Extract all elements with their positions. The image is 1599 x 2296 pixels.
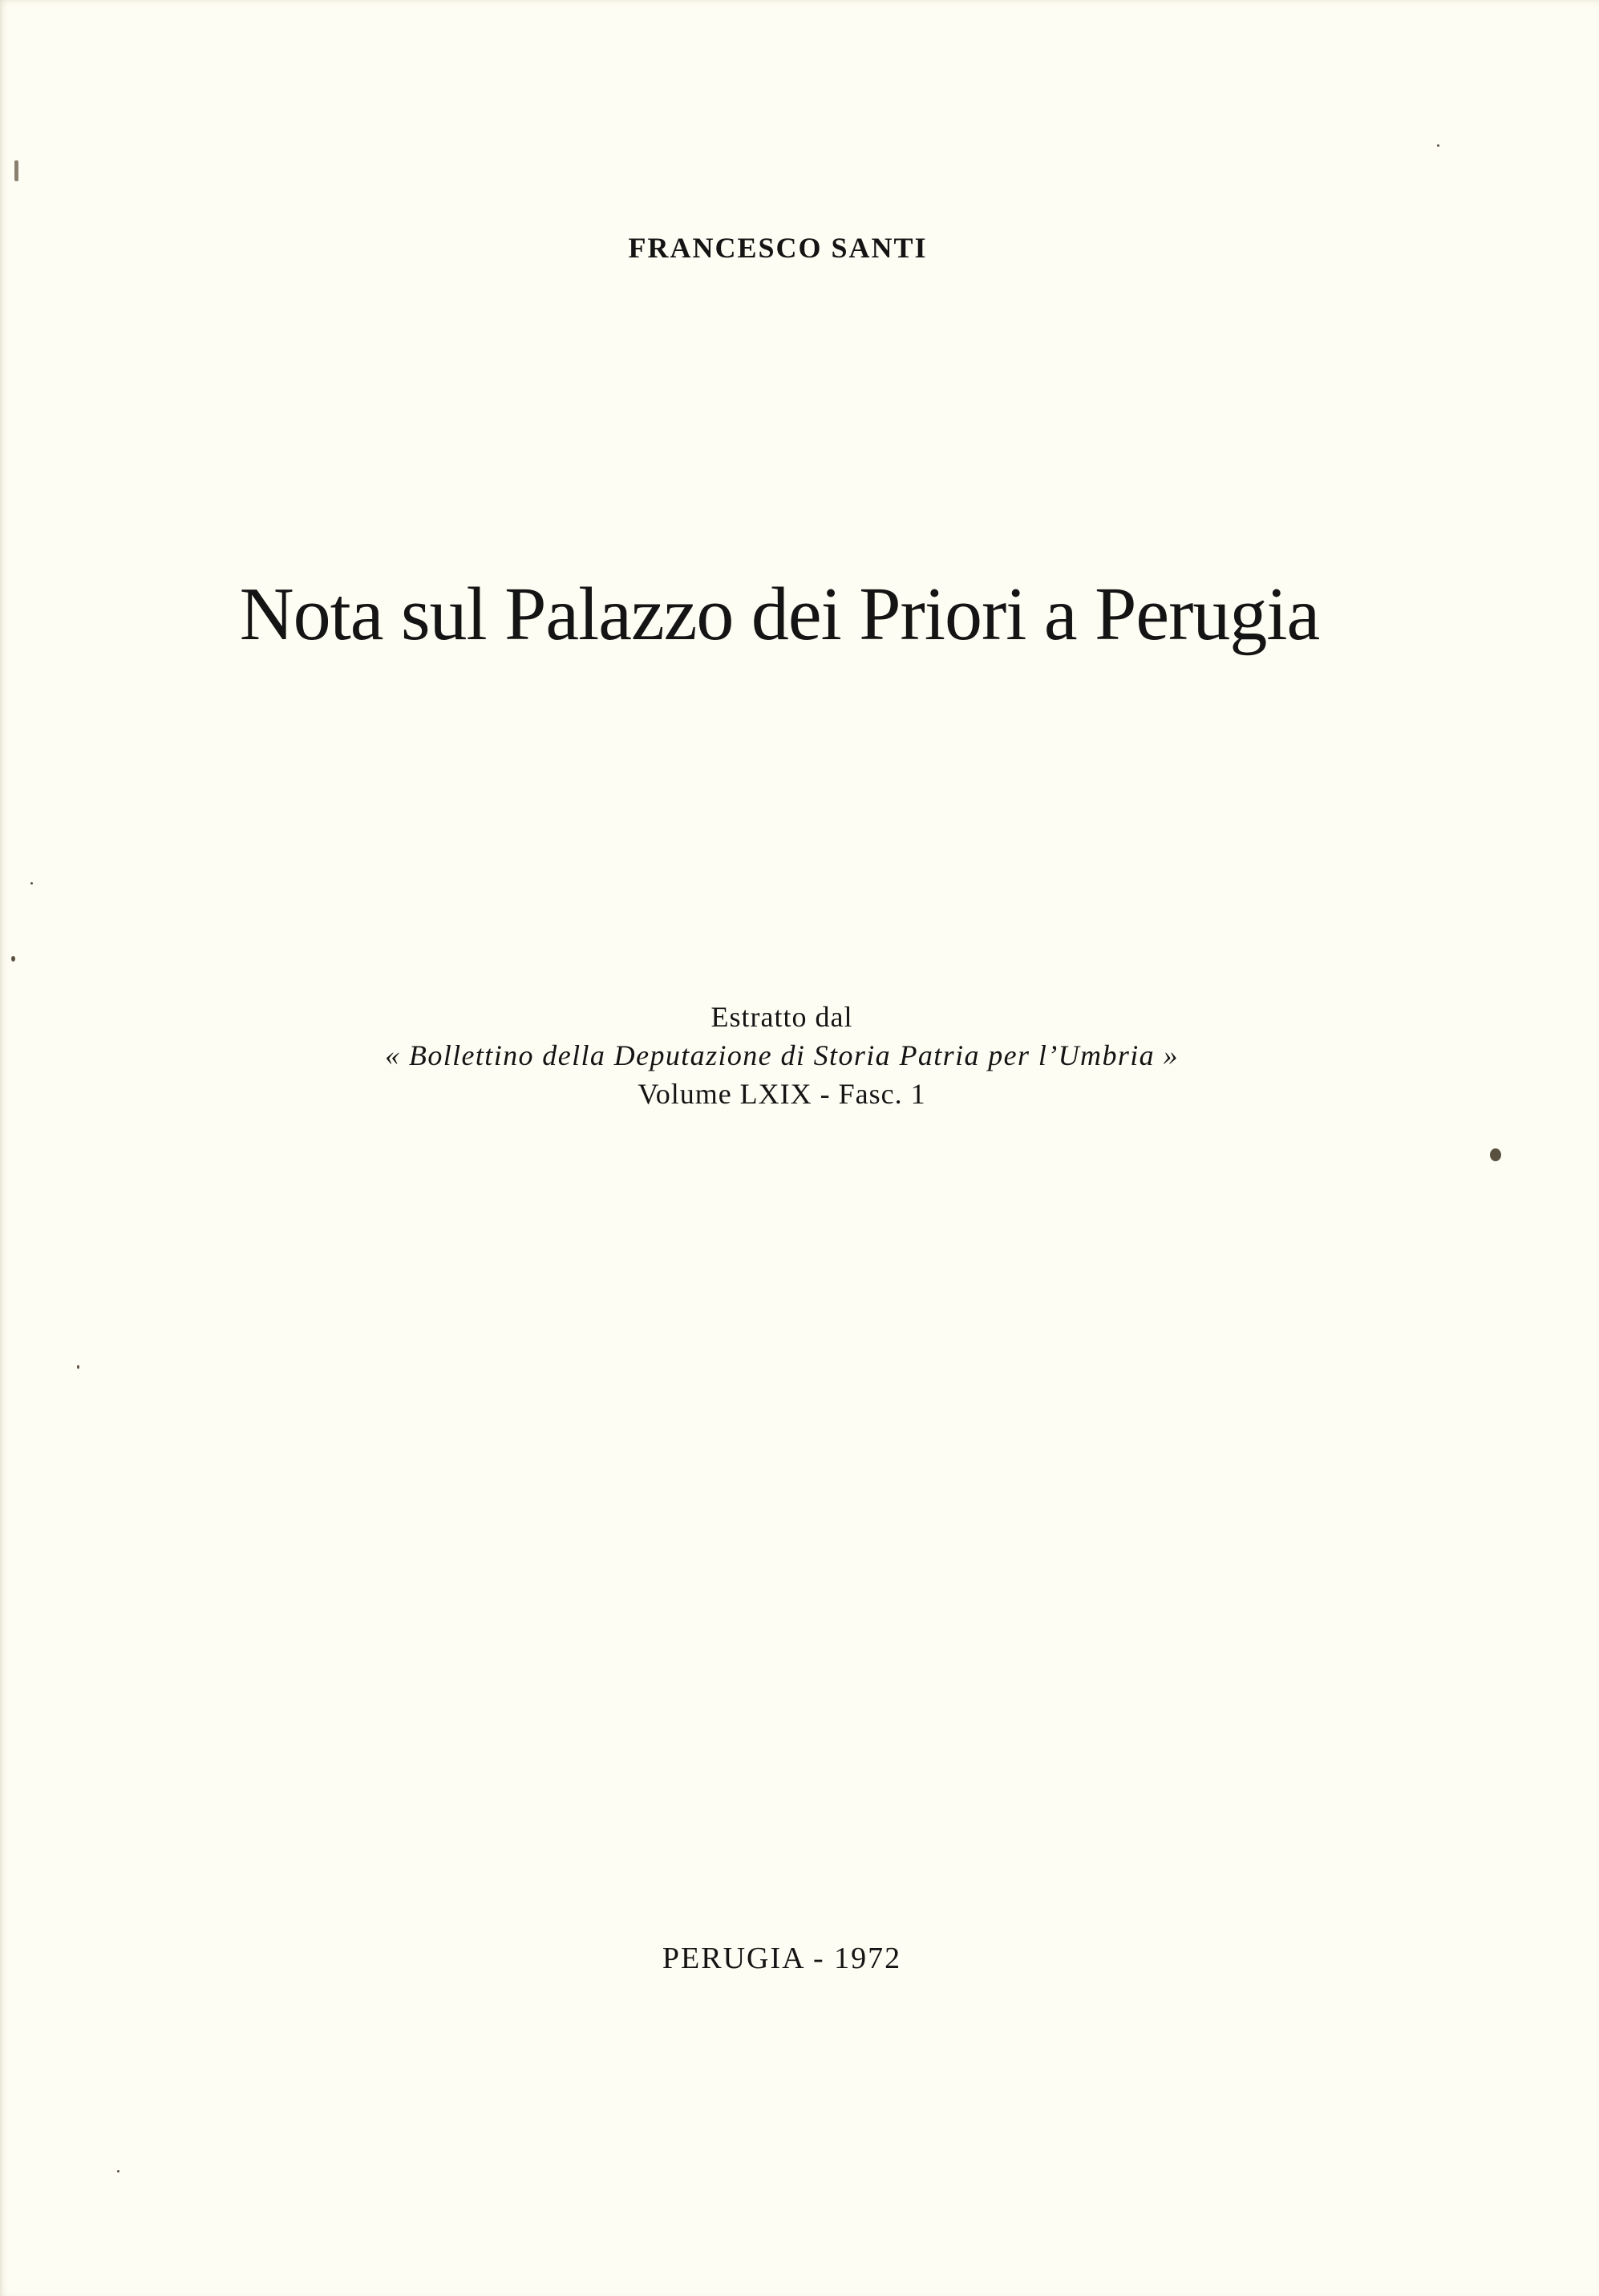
paper-speck [30,882,33,885]
journal-name: « Bollettino della Deputazione di Storia Patria per l’Umbria » [385,1039,1179,1071]
paper-speck [77,1365,79,1369]
paper-speck [117,2170,119,2172]
extract-notice [0,998,1564,1113]
paper-speck [1437,144,1439,147]
paper-speck [11,956,15,962]
paper-speck [14,160,18,181]
volume-info: Volume LXIX - Fasc. 1 [638,1078,926,1110]
extract-intro: Estratto dal [710,1001,853,1033]
paper-speck [1490,1148,1501,1161]
document-title: Nota sul Palazzo dei Priori a Perugia [239,573,1320,656]
author-name: FRANCESCO SANTI [628,232,928,264]
imprint: PERUGIA - 1972 [662,1942,902,1975]
